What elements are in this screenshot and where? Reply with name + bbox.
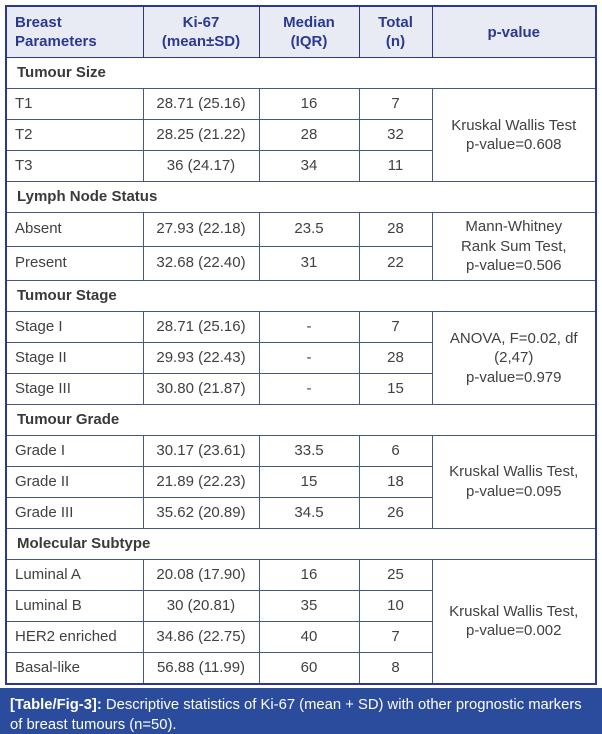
caption-text: Descriptive statistics of Ki-67 (mean + SD) with other prognostic markers of breast tumours (n=50). <box>10 696 582 733</box>
column-header-2: Ki-67 (mean±SD) <box>143 6 259 58</box>
parameter-cell: Luminal B <box>6 590 143 621</box>
total-cell: 22 <box>359 247 432 281</box>
table-row <box>6 89 596 120</box>
table-caption <box>0 688 602 734</box>
total-cell: 11 <box>359 151 432 182</box>
pvalue-cell: Kruskal Wallis Test p-value=0.608 <box>432 89 596 182</box>
total-cell: 6 <box>359 435 432 466</box>
table-body <box>6 58 596 684</box>
column-header-4: Total (n) <box>359 6 432 58</box>
median-cell: 28 <box>259 120 359 151</box>
median-cell: 35 <box>259 590 359 621</box>
median-cell: 34 <box>259 151 359 182</box>
table-row <box>6 435 596 466</box>
total-cell: 28 <box>359 213 432 247</box>
ki67-cell: 36 (24.17) <box>143 151 259 182</box>
ki67-cell: 28.25 (21.22) <box>143 120 259 151</box>
median-cell: 16 <box>259 89 359 120</box>
pvalue-cell: Kruskal Wallis Test, p-value=0.095 <box>432 435 596 528</box>
parameter-cell: T2 <box>6 120 143 151</box>
ki67-statistics-table <box>5 5 597 685</box>
parameter-cell: Grade II <box>6 466 143 497</box>
ki67-cell: 30.80 (21.87) <box>143 373 259 404</box>
section-row <box>6 404 596 435</box>
parameter-cell: HER2 enriched <box>6 621 143 652</box>
ki67-cell: 30.17 (23.61) <box>143 435 259 466</box>
table-header-row <box>6 6 596 58</box>
median-cell: 33.5 <box>259 435 359 466</box>
total-cell: 15 <box>359 373 432 404</box>
parameter-cell: Present <box>6 247 143 281</box>
parameter-cell: Stage III <box>6 373 143 404</box>
ki67-cell: 21.89 (22.23) <box>143 466 259 497</box>
ki67-cell: 27.93 (22.18) <box>143 213 259 247</box>
column-header-3: Median (IQR) <box>259 6 359 58</box>
pvalue-cell: ANOVA, F=0.02, df (2,47) p-value=0.979 <box>432 311 596 404</box>
section-row <box>6 182 596 213</box>
median-cell: 16 <box>259 559 359 590</box>
table-row <box>6 559 596 590</box>
pvalue-cell: Mann-Whitney Rank Sum Test, p-value=0.506 <box>432 213 596 281</box>
parameter-cell: Luminal A <box>6 559 143 590</box>
total-cell: 25 <box>359 559 432 590</box>
median-cell: 23.5 <box>259 213 359 247</box>
section-row <box>6 58 596 89</box>
ki67-cell: 34.86 (22.75) <box>143 621 259 652</box>
total-cell: 7 <box>359 621 432 652</box>
total-cell: 10 <box>359 590 432 621</box>
median-cell: 31 <box>259 247 359 281</box>
total-cell: 26 <box>359 497 432 528</box>
table-row <box>6 213 596 247</box>
median-cell: - <box>259 311 359 342</box>
parameter-cell: Stage I <box>6 311 143 342</box>
parameter-cell: Basal-like <box>6 652 143 684</box>
median-cell: - <box>259 342 359 373</box>
section-row <box>6 528 596 559</box>
section-title: Tumour Grade <box>6 404 596 435</box>
ki67-cell: 30 (20.81) <box>143 590 259 621</box>
column-header-1: Breast Parameters <box>6 6 143 58</box>
total-cell: 7 <box>359 311 432 342</box>
column-header-5: p-value <box>432 6 596 58</box>
total-cell: 18 <box>359 466 432 497</box>
median-cell: 34.5 <box>259 497 359 528</box>
table-row <box>6 311 596 342</box>
parameter-cell: Absent <box>6 213 143 247</box>
parameter-cell: T3 <box>6 151 143 182</box>
caption-label: [Table/Fig-3]: <box>10 696 102 713</box>
ki67-cell: 28.71 (25.16) <box>143 89 259 120</box>
pvalue-cell: Kruskal Wallis Test, p-value=0.002 <box>432 559 596 684</box>
median-cell: - <box>259 373 359 404</box>
section-title: Lymph Node Status <box>6 182 596 213</box>
total-cell: 28 <box>359 342 432 373</box>
table-header <box>6 6 596 58</box>
ki67-cell: 35.62 (20.89) <box>143 497 259 528</box>
ki67-cell: 28.71 (25.16) <box>143 311 259 342</box>
ki67-cell: 29.93 (22.43) <box>143 342 259 373</box>
total-cell: 8 <box>359 652 432 684</box>
median-cell: 60 <box>259 652 359 684</box>
section-title: Tumour Stage <box>6 280 596 311</box>
parameter-cell: T1 <box>6 89 143 120</box>
total-cell: 7 <box>359 89 432 120</box>
section-row <box>6 280 596 311</box>
ki67-cell: 32.68 (22.40) <box>143 247 259 281</box>
parameter-cell: Stage II <box>6 342 143 373</box>
median-cell: 40 <box>259 621 359 652</box>
section-title: Molecular Subtype <box>6 528 596 559</box>
ki67-cell: 56.88 (11.99) <box>143 652 259 684</box>
section-title: Tumour Size <box>6 58 596 89</box>
parameter-cell: Grade I <box>6 435 143 466</box>
total-cell: 32 <box>359 120 432 151</box>
median-cell: 15 <box>259 466 359 497</box>
parameter-cell: Grade III <box>6 497 143 528</box>
ki67-cell: 20.08 (17.90) <box>143 559 259 590</box>
